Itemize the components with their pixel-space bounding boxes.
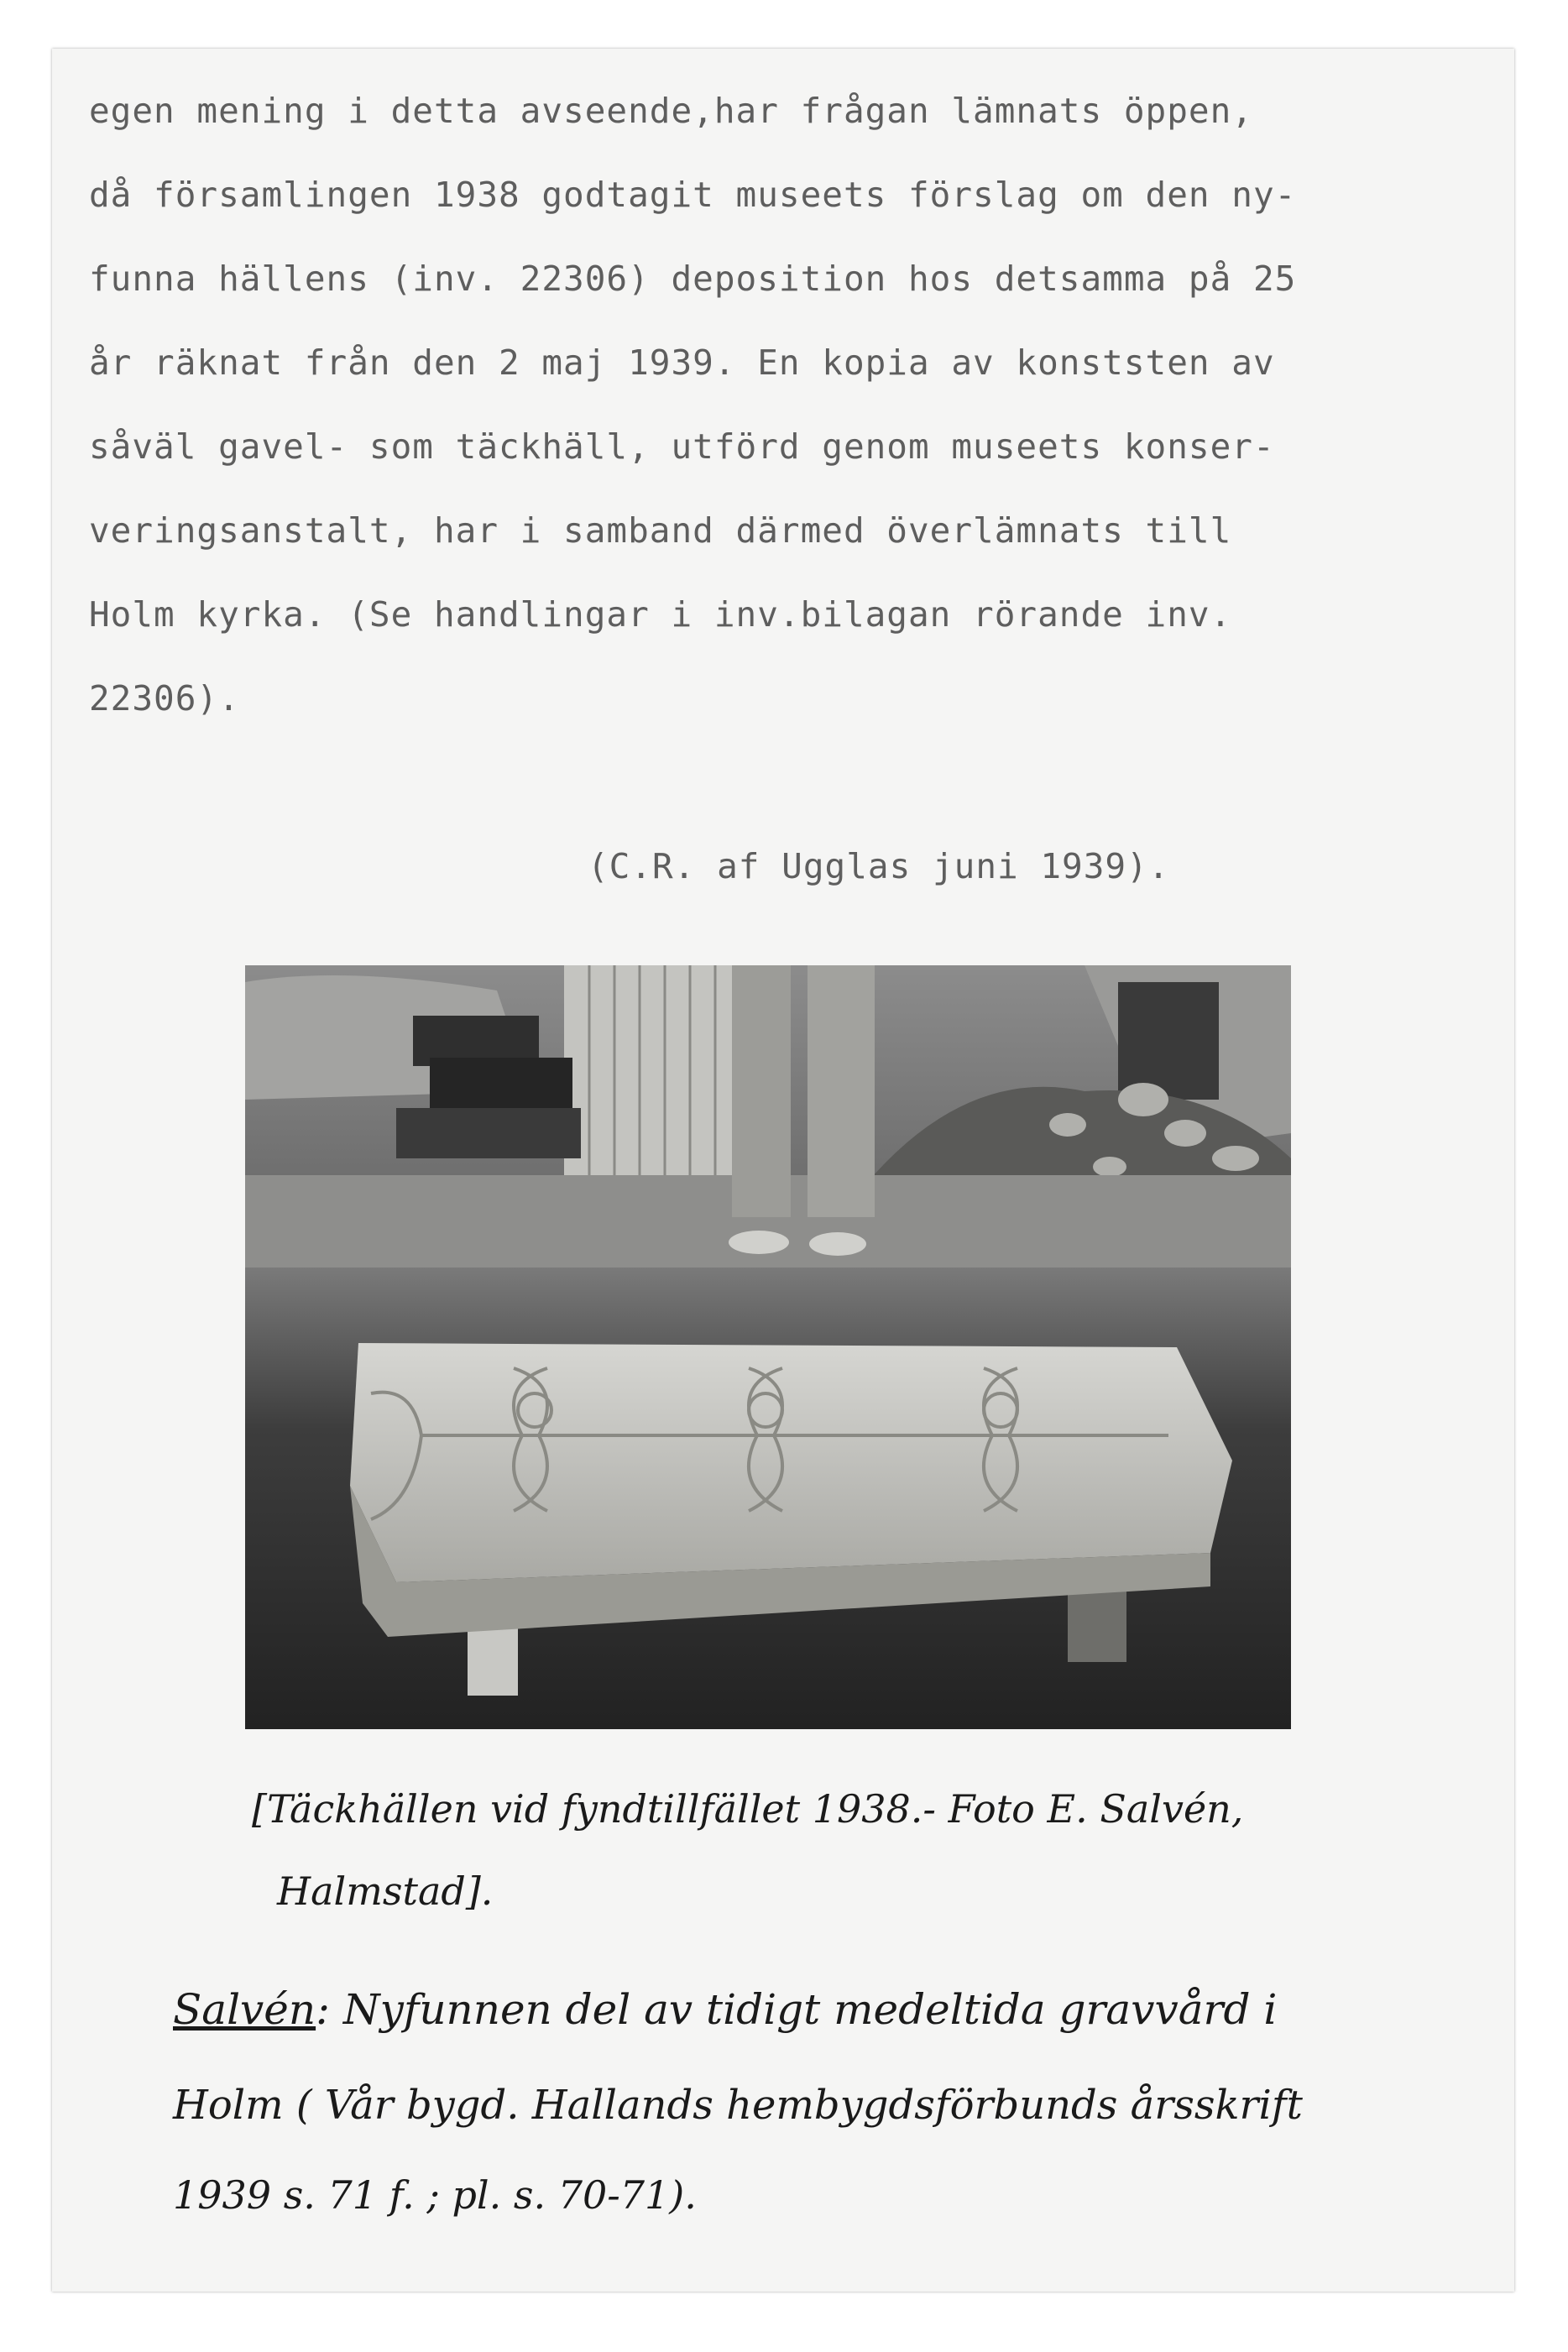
typed-line: 22306). — [89, 678, 240, 719]
reference-line-1 — [173, 1985, 1277, 2034]
typed-line: funna hällens (inv. 22306) deposition hos detsamma på 25 — [89, 259, 1297, 299]
typed-line: veringsanstalt, har i samband därmed överlämnats till — [89, 510, 1232, 551]
reference-line-3: 1939 s. 71 f. ; pl. s. 70-71). — [173, 2172, 697, 2218]
typed-line: egen mening i detta avseende,har frågan lämnats öppen, — [89, 91, 1253, 131]
photo-caption-line-1: [Täckhällen vid fyndtillfället 1938.- Foto E. Salvén, — [252, 1786, 1244, 1832]
typed-line: år räknat från den 2 maj 1939. En kopia av konststen av — [89, 342, 1275, 383]
reference-author: Salvén — [173, 1985, 316, 2034]
reference-line-2: Holm ( Vår bygd. Hallands hembygdsförbunds årsskrift — [173, 2082, 1303, 2129]
typed-text-block — [89, 91, 1499, 762]
typed-line: Holm kyrka. (Se handlingar i inv.bilagan rörande inv. — [89, 594, 1232, 635]
grave-slab-photograph — [245, 965, 1291, 1729]
photo-caption-line-2: Halmstad]. — [277, 1869, 494, 1914]
typed-line: då församlingen 1938 godtagit museets förslag om den ny- — [89, 175, 1297, 215]
reference-line-1-text: : Nyfunnen del av tidigt medeltida gravvård i — [316, 1985, 1278, 2034]
typed-signature: (C.R. af Ugglas juni 1939). — [588, 846, 1170, 886]
typed-line: såväl gavel- som täckhäll, utförd genom museets konser- — [89, 426, 1275, 467]
